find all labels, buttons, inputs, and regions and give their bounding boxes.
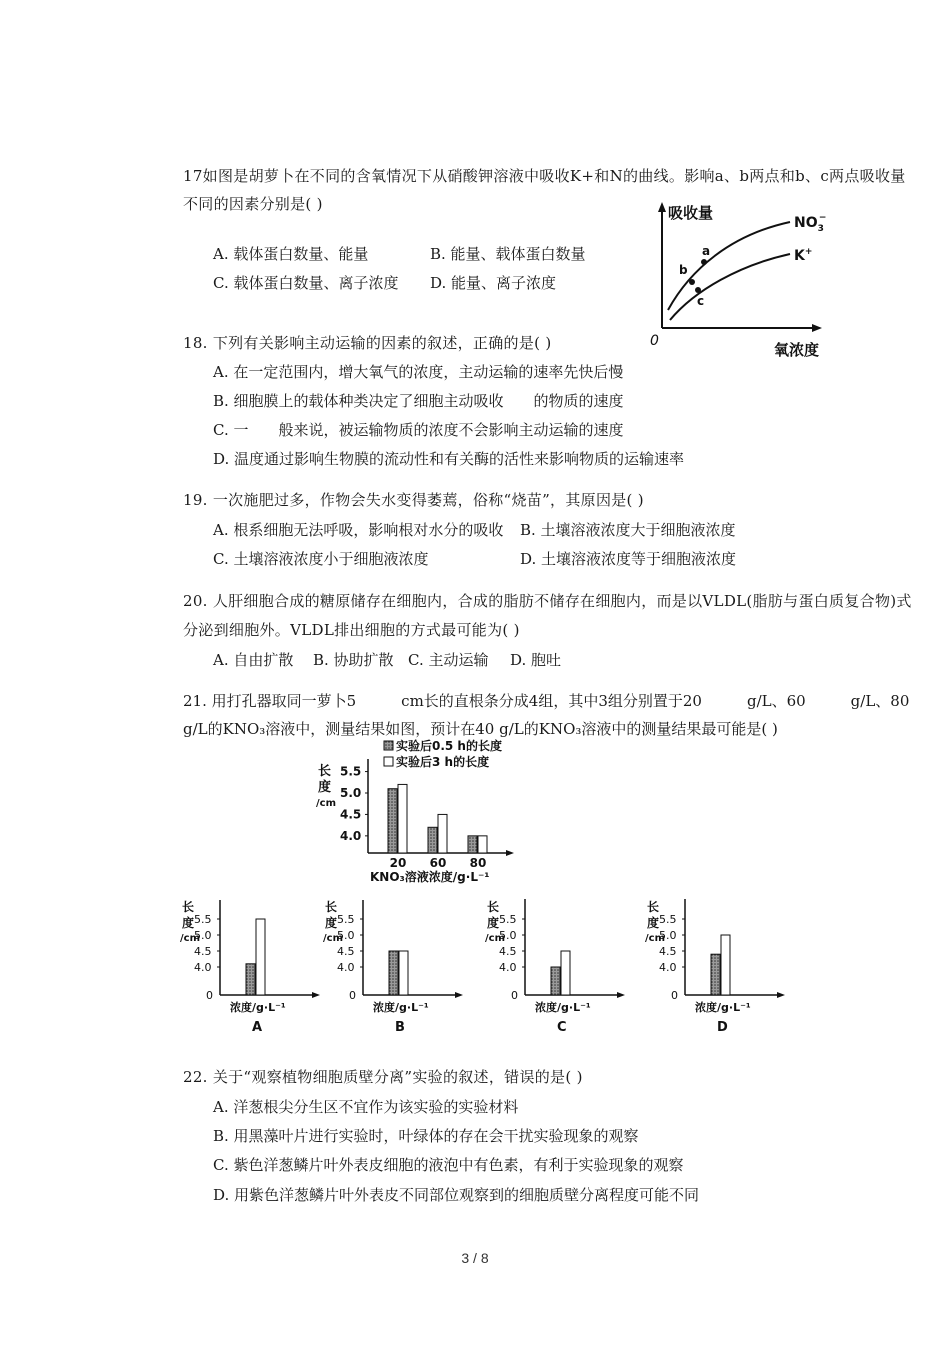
q22-option-d: D. 用紫色洋葱鳞片叶外表皮不同部位观察到的细胞质壁分离程度可能不同 (213, 1186, 700, 1204)
main-bar-20-05h (388, 789, 397, 853)
q22-option-c: C. 紫色洋葱鳞片叶外表皮细胞的液泡中有色素，有利于实验现象的观察 (213, 1156, 684, 1174)
q19-option-c: C. 土壤溶液浓度小于细胞液浓度 (213, 550, 429, 568)
q17-option-c: C. 载体蛋白数量、离子浓度 (213, 274, 399, 292)
bar-05h (389, 951, 398, 995)
q18-option-b: B. 细胞膜上的载体种类决定了细胞主动吸收 的物质的速度 (213, 392, 624, 410)
main-xlabel: KNO₃溶液浓度/g·L⁻¹ (370, 870, 490, 884)
q17-option-a: A. 载体蛋白数量、能量 (213, 245, 369, 263)
legend-swatch-hatched (384, 741, 393, 750)
q21-main-chart (310, 735, 530, 885)
x-axis-label: 浓度/g·L⁻¹ (535, 1001, 591, 1014)
bar-3h (561, 951, 570, 995)
ylabel-unit: /cm (323, 933, 343, 944)
y-tick-label: 5.5 (659, 913, 677, 926)
legend-swatch-white (384, 757, 393, 766)
q20-stem-line2: 分泌到细胞外。VLDL排出细胞的方式最可能为( ) (183, 621, 520, 639)
q20-option-c: C. 主动运输 (408, 651, 489, 669)
q17-y-label: 吸收量 (668, 204, 714, 222)
x-arrow (777, 992, 785, 998)
q17-option-b: B. 能量、载体蛋白数量 (430, 245, 586, 263)
q21-stem-line1: 21. 用打孔器取同一萝卜5 cm长的直根条分成4组，其中3组分别置于20 g/L、60 g/L、80 (183, 692, 910, 710)
q17-label-a: a (702, 244, 711, 258)
q17-option-d: D. 能量、离子浓度 (430, 274, 557, 292)
q17-y-arrow (658, 202, 666, 212)
q19-stem: 19. 一次施肥过多，作物会失水变得萎蔫，俗称“烧苗”，其原因是( ) (183, 491, 644, 509)
main-bar-60-05h (428, 827, 437, 853)
x-axis-label: 浓度/g·L⁻¹ (695, 1001, 751, 1014)
main-bar-20-3h (398, 784, 407, 853)
option-letter: A (252, 1020, 263, 1035)
bar-3h (256, 919, 265, 995)
y-tick-label: 5.0 (194, 929, 212, 942)
ylabel-du: 度 (325, 916, 338, 930)
ylabel-chang: 长 (487, 900, 500, 914)
bar-3h (721, 935, 730, 995)
q20-option-d: D. 胞吐 (510, 651, 562, 669)
bar-05h (711, 954, 720, 995)
y-tick-label: 4.5 (194, 945, 212, 958)
q17-label-no3: $NO_3-$ (794, 213, 827, 234)
ylabel-chang: 长 (325, 900, 338, 914)
q19-option-b: B. 土壤溶液浓度大于细胞液浓度 (520, 521, 736, 539)
main-y-tick-label: 5.0 (340, 786, 362, 800)
y-tick-label: 4.0 (499, 961, 517, 974)
y-tick-label: 4.5 (499, 945, 517, 958)
main-x-tick-label: 60 (429, 856, 447, 870)
y-tick-label: 4.0 (659, 961, 677, 974)
y-tick-label: 4.5 (337, 945, 355, 958)
q17-curve-k (670, 254, 790, 320)
q18-stem: 18. 下列有关影响主动运输的因素的叙述，正确的是( ) (183, 334, 552, 352)
y-tick-label: 5.0 (659, 929, 677, 942)
y-tick-label: 0 (349, 989, 356, 1002)
y-tick-label: 5.5 (194, 913, 212, 926)
ylabel-du: 度 (182, 916, 195, 930)
ylabel-unit: /cm (645, 933, 665, 944)
q17-label-b: b (679, 263, 688, 277)
bar-05h (246, 964, 255, 995)
main-y-tick-label: 4.0 (340, 828, 362, 843)
option-letter: B (395, 1020, 405, 1035)
q17-point-a (701, 259, 707, 265)
y-tick-label: 5.5 (337, 913, 355, 926)
page-number: 3 / 8 (461, 1250, 489, 1266)
main-bar-60-3h (438, 814, 447, 853)
q17-point-c (695, 287, 701, 293)
ylabel-chang: 长 (182, 900, 195, 914)
q19-option-a: A. 根系细胞无法呼吸，影响根对水分的吸收 (213, 521, 504, 539)
x-arrow (455, 992, 463, 998)
main-ylabel-1: 长 (318, 764, 332, 779)
x-axis-label: 浓度/g·L⁻¹ (230, 1001, 286, 1014)
main-bar-80-05h (468, 836, 477, 853)
ylabel-du: 度 (487, 916, 500, 930)
q22-stem: 22. 关于“观察植物细胞质壁分离”实验的叙述，错误的是( ) (183, 1068, 583, 1086)
y-tick-label: 0 (511, 989, 518, 1002)
ylabel-unit: /cm (485, 933, 505, 944)
q21-option-d-chart (645, 885, 795, 1035)
q17-absorption-figure (640, 200, 840, 360)
q19-option-d: D. 土壤溶液浓度等于细胞液浓度 (520, 550, 737, 568)
main-ylabel-3: /cm (316, 798, 336, 809)
q17-label-k: K+ (794, 247, 813, 264)
q20-option-b: B. 协助扩散 (313, 651, 394, 669)
q21-option-b-chart (323, 900, 473, 1035)
main-ylabel-2: 度 (318, 780, 332, 795)
q20-option-a: A. 自由扩散 (213, 651, 294, 669)
q17-point-b (689, 279, 695, 285)
q20-stem-line1: 20. 人肝细胞合成的糖原储存在细胞内，合成的脂肪不储存在细胞内，而是以VLDL(脂肪与蛋白质复合物)式 (183, 592, 912, 610)
x-arrow (617, 992, 625, 998)
q17-x-label: 氧浓度 (774, 341, 820, 359)
main-y-tick-label: 4.5 (340, 807, 362, 822)
ylabel-unit: /cm (180, 933, 200, 944)
x-axis-label: 浓度/g·L⁻¹ (373, 1001, 429, 1014)
q21-option-c-chart (485, 885, 635, 1035)
q17-stem-line1: 17如图是胡萝卜在不同的含氧情况下从硝酸钾溶液中吸收K+和N的曲线。影响a、b两点和b、c两点吸收量 (183, 167, 906, 185)
y-tick-label: 0 (671, 989, 678, 1002)
q17-label-c: c (697, 294, 705, 308)
q22-option-a: A. 洋葱根尖分生区不宜作为该实验的实验材料 (213, 1098, 519, 1116)
main-x-arrow (506, 850, 514, 856)
legend-label-05h: 实验后0.5 h的长度 (396, 739, 502, 753)
ylabel-chang: 长 (647, 900, 660, 914)
main-bar-80-3h (478, 836, 487, 853)
ylabel-du: 度 (647, 916, 660, 930)
y-tick-label: 5.0 (337, 929, 355, 942)
y-tick-label: 4.0 (194, 961, 212, 974)
q22-option-b: B. 用黑藻叶片进行实验时，叶绿体的存在会干扰实验现象的观察 (213, 1127, 639, 1145)
y-tick-label: 0 (206, 989, 213, 1002)
main-x-tick-label: 80 (469, 856, 487, 870)
q18-option-c: C. 一 般来说，被运输物质的浓度不会影响主动运输的速度 (213, 421, 624, 439)
y-tick-label: 4.5 (659, 945, 677, 958)
q17-origin: 0 (650, 333, 659, 349)
x-arrow (312, 992, 320, 998)
q21-option-a-chart (180, 900, 330, 1035)
y-tick-label: 4.0 (337, 961, 355, 974)
option-letter: C (557, 1020, 567, 1035)
option-letter: D (717, 1020, 728, 1035)
main-y-tick-label: 5.5 (340, 764, 362, 779)
y-tick-label: 5.0 (499, 929, 517, 942)
q21-stem-line2: g/L的KNO₃溶液中，测量结果如图，预计在40 g/L的KNO₃溶液中的测量结果最可能是( ) (183, 720, 778, 738)
main-x-tick-label: 20 (389, 856, 407, 870)
q17-x-arrow (812, 324, 822, 332)
bar-05h (551, 967, 560, 995)
y-tick-label: 5.5 (499, 913, 517, 926)
legend-label-3h: 实验后3 h的长度 (396, 755, 490, 769)
q18-option-a: A. 在一定范围内，增大氧气的浓度，主动运输的速率先快后慢 (213, 363, 624, 381)
q17-stem-line2: 不同的因素分别是( ) (183, 195, 323, 213)
bar-3h (399, 951, 408, 995)
q18-option-d: D. 温度通过影响生物膜的流动性和有关酶的活性来影响物质的运输速率 (213, 450, 685, 468)
